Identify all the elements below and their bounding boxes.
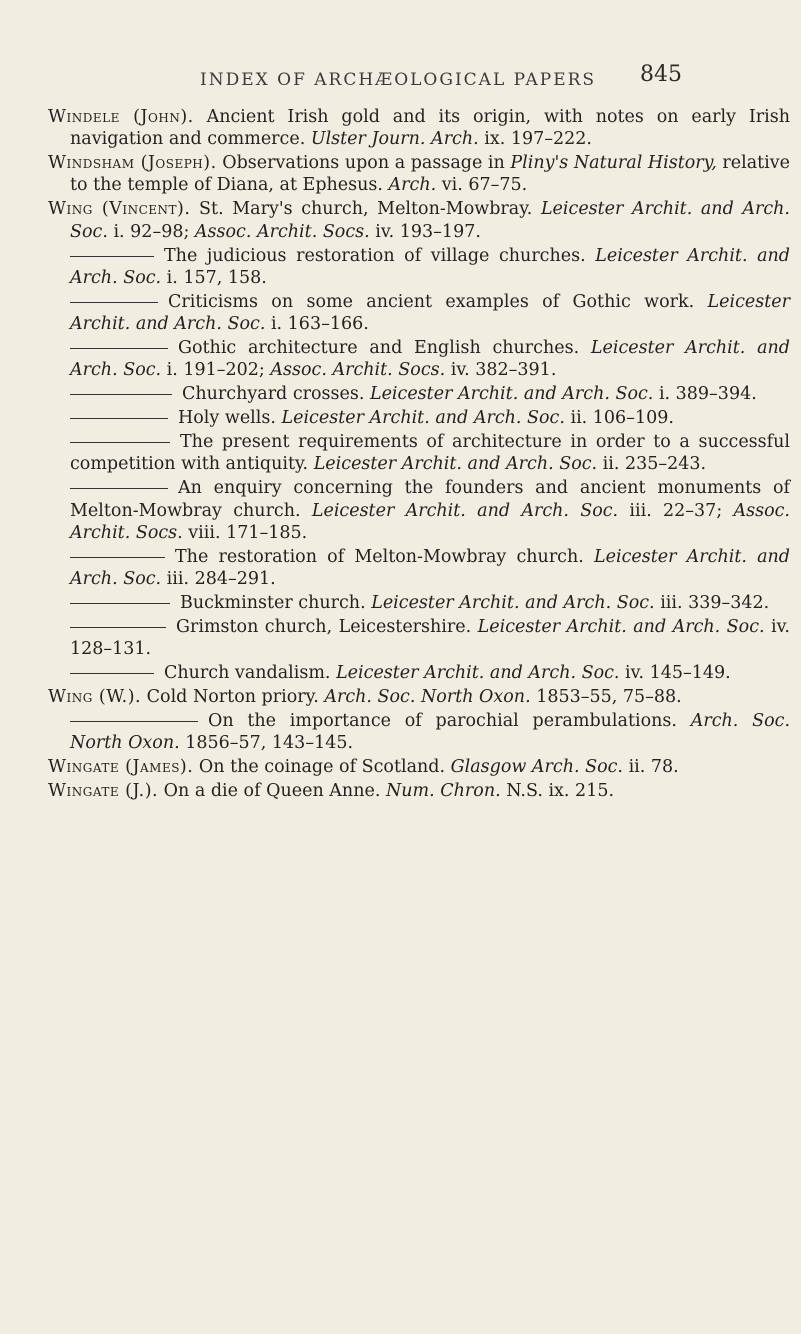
index-entry bbox=[48, 616, 790, 660]
entry-source: Leicester Archit. and Arch. Soc. bbox=[281, 408, 565, 429]
entry-source: Leicester Archit. and Arch. Soc. bbox=[70, 199, 790, 242]
page-header bbox=[0, 62, 801, 108]
entry-source: Leicester Archit. and Arch. Soc. bbox=[369, 384, 654, 405]
entry-source: Leicester Archit. and Arch. Soc. bbox=[70, 546, 790, 590]
entry-reference: vi. 67–75. bbox=[436, 175, 528, 196]
entry-source: Leicester Archit. and Arch. Soc. bbox=[70, 338, 790, 381]
entry-title: On a die of Queen Anne. bbox=[158, 781, 386, 802]
entry-title: Buckminster church. bbox=[180, 593, 372, 614]
entry-italic-title: Pliny's Natural History, bbox=[510, 153, 717, 174]
index-entry bbox=[48, 546, 790, 590]
entry-title: Ancient Irish gold and its origin, with notes on early Irish navigation and commerce. bbox=[70, 107, 790, 150]
entry-source: Leicester Archit. and Arch. Soc. bbox=[371, 593, 655, 614]
entry-title: The present requirements of architecture in order to a successful competition with antiquity. bbox=[70, 432, 790, 475]
entry-title: St. Mary's church, Melton-Mowbray. bbox=[190, 199, 541, 220]
entry-author: Windele (John). bbox=[48, 107, 194, 127]
ditto-dash bbox=[70, 394, 172, 395]
page-number: 845 bbox=[640, 62, 682, 87]
ditto-dash bbox=[70, 557, 165, 558]
entry-reference: i. 157, 158. bbox=[161, 267, 267, 288]
index-entry bbox=[48, 152, 790, 196]
entry-reference-2: iv. 382–391. bbox=[445, 360, 557, 381]
entry-author: Wing (W.). bbox=[48, 687, 142, 708]
entry-reference: i. 389–394. bbox=[653, 384, 757, 405]
entry-source: Arch. Soc. North Oxon. bbox=[324, 687, 531, 708]
entry-reference: 1853–55, 75–88. bbox=[530, 687, 682, 708]
entry-title: Observations upon a passage in bbox=[216, 153, 511, 174]
index-entry bbox=[48, 780, 790, 802]
ditto-dash bbox=[70, 721, 198, 722]
ditto-dash bbox=[70, 348, 168, 349]
entry-source: Arch. Soc. North Oxon. bbox=[70, 711, 791, 754]
entry-title: Grimston church, Leicestershire. bbox=[176, 617, 478, 638]
entry-reference-2: viii. 171–185. bbox=[182, 522, 308, 543]
entry-reference: i. 191–202; bbox=[161, 360, 271, 381]
entry-author: Windsham (Joseph). bbox=[48, 153, 217, 174]
entry-source: Leicester Archit. and Arch. Soc. bbox=[336, 663, 620, 684]
entry-source-2: Assoc. Archit. Socs. bbox=[70, 500, 790, 543]
index-entry bbox=[48, 106, 790, 150]
ditto-dash bbox=[70, 627, 166, 628]
entry-source: Leicester Archit. and Arch. Soc. bbox=[311, 500, 619, 521]
index-entry bbox=[48, 337, 790, 381]
entry-source: Glasgow Arch. Soc. bbox=[450, 757, 623, 778]
entry-source: Leicester Archit. and Arch. Soc. bbox=[313, 454, 598, 475]
index-entry bbox=[48, 592, 790, 614]
entry-reference: i. 92–98; bbox=[107, 221, 195, 242]
entry-source: Leicester Archit. and Arch. Soc. bbox=[70, 291, 790, 335]
ditto-dash bbox=[70, 256, 154, 257]
entry-author: Wingate (J.). bbox=[48, 781, 159, 802]
entry-reference: iii. 339–342. bbox=[654, 593, 770, 614]
index-entry bbox=[48, 431, 790, 475]
index-entry bbox=[48, 686, 790, 708]
index-entry bbox=[48, 407, 790, 429]
entry-reference: ii. 235–243. bbox=[597, 454, 707, 475]
entry-reference-2: iv. 193–197. bbox=[369, 221, 481, 242]
index-entry bbox=[48, 477, 790, 544]
entry-reference: ix. 197–222. bbox=[478, 129, 592, 150]
entry-source-2: Assoc. Archit. Socs. bbox=[270, 360, 446, 381]
entry-reference: i. 163–166. bbox=[265, 314, 369, 335]
running-title: INDEX OF ARCHÆOLOGICAL PAPERS bbox=[200, 70, 597, 90]
entry-title: On the importance of parochial perambulations. bbox=[208, 711, 691, 732]
entry-source: Arch. bbox=[388, 175, 437, 196]
entry-title: Churchyard crosses. bbox=[182, 384, 370, 405]
index-entries bbox=[48, 106, 790, 804]
entry-title: Criticisms on some ancient examples of Gothic work. bbox=[168, 291, 708, 312]
entry-reference: N.S. ix. 215. bbox=[500, 781, 615, 802]
index-entry bbox=[48, 383, 790, 405]
entry-reference: ii. 106–109. bbox=[564, 408, 674, 429]
ditto-dash bbox=[70, 488, 168, 489]
entry-reference: ii. 78. bbox=[623, 757, 679, 778]
index-entry bbox=[48, 756, 790, 778]
entry-source: Num. Chron. bbox=[385, 781, 501, 802]
ditto-dash bbox=[70, 418, 168, 419]
entry-title: The restoration of Melton-Mowbray church. bbox=[175, 546, 594, 567]
entry-title: An enquiry concerning the founders and ancient monuments of Melton-Mowbray church. bbox=[70, 478, 790, 521]
entry-reference: iv. 145–149. bbox=[619, 663, 731, 684]
entry-reference: 1856–57, 143–145. bbox=[179, 733, 354, 754]
entry-reference: iii. 284–291. bbox=[161, 569, 276, 590]
entry-author: Wing (Vincent). bbox=[48, 199, 191, 220]
entry-title: Cold Norton priory. bbox=[141, 687, 325, 708]
entry-title: Church vandalism. bbox=[164, 663, 337, 684]
entry-title: On the coinage of Scotland. bbox=[193, 757, 451, 778]
index-entry bbox=[48, 198, 790, 242]
entry-source-2: Assoc. Archit. Socs. bbox=[194, 221, 370, 242]
ditto-dash bbox=[70, 302, 158, 303]
index-entry bbox=[48, 291, 790, 335]
entry-title: Holy wells. bbox=[178, 408, 282, 429]
entry-reference: iv. 128–131. bbox=[70, 617, 790, 660]
entry-title: The judicious restoration of village churches. bbox=[164, 245, 596, 266]
entry-source: Leicester Archit. and Arch. Soc. bbox=[70, 245, 790, 288]
entry-source: Ulster Journ. Arch. bbox=[310, 129, 479, 150]
entry-reference: iii. 22–37; bbox=[618, 500, 734, 521]
index-entry bbox=[48, 710, 790, 754]
entry-author: Wingate (James). bbox=[48, 757, 194, 778]
ditto-dash bbox=[70, 673, 154, 674]
entry-source: Leicester Archit. and Arch. Soc. bbox=[477, 617, 765, 638]
entry-title: Gothic architecture and English churches. bbox=[178, 338, 591, 359]
ditto-dash bbox=[70, 442, 170, 443]
index-entry bbox=[48, 245, 790, 289]
entry-title-cont: relative to the temple of Diana, at Ephesus. bbox=[70, 153, 791, 196]
index-entry bbox=[48, 662, 790, 684]
ditto-dash bbox=[70, 603, 170, 604]
